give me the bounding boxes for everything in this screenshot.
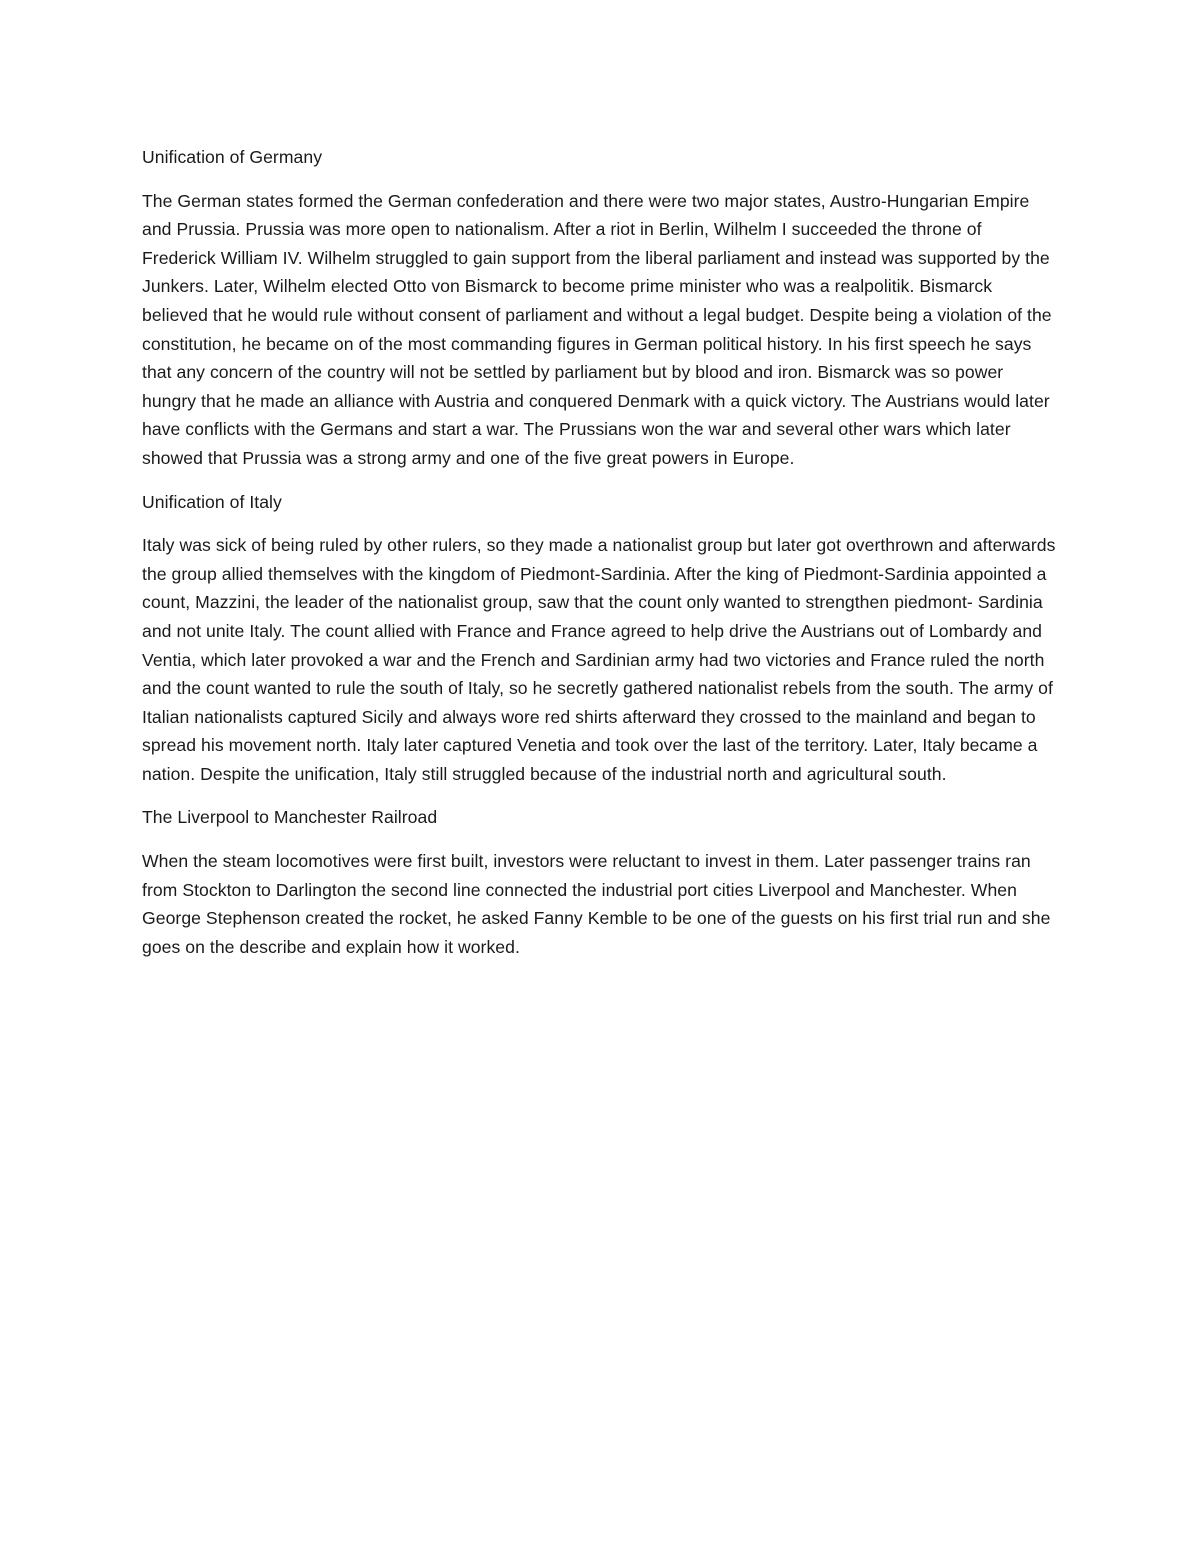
paragraph-unification-of-germany: The German states formed the German confederation and there were two major states, Austro-Hungarian Empire and Prussia. Prussia was more open to nationalism. After a riot in Berlin, Wilhelm I succeeded the throne of Frederick William IV. Wilhelm struggled to gain support from the liberal parliament and instead was supported by the Junkers. Later, Wilhelm elected Otto von Bismarck to become prime minister who was a realpolitik. Bismarck believed that he would rule without consent of parliament and without a legal budget. Despite being a violation of the constitution, he became on of the most commanding figures in German political history. In his first speech he says that any concern of the country will not be settled by parliament but by blood and iron. Bismarck was so power hungry that he made an alliance with Austria and conquered Denmark with a quick victory. The Austrians would later have conflicts with the Germans and start a war. The Prussians won the war and several other wars which later showed that Prussia was a strong army and one of the five great powers in Europe.	[142, 190, 1052, 468]
paragraph-liverpool-manchester-railroad: When the steam locomotives were first built, investors were reluctant to invest in them. Later passenger trains ran from Stockton to Darlington the second line connected the industrial port cities Liverpool and Manchester. When George Stephenson created the rocket, he asked Fanny Kemble to be one of the guests on his first trial run and she goes on the describe and explain how it worked.	[142, 851, 1051, 957]
document-content	[142, 143, 1060, 976]
heading-unification-of-germany: Unification of Germany	[142, 147, 323, 167]
heading-liverpool-manchester-railroad: The Liverpool to Manchester Railroad	[142, 807, 438, 828]
heading-unification-of-italy: Unification of Italy	[142, 491, 282, 512]
paragraph-unification-of-italy: Italy was sick of being ruled by other rulers, so they made a nationalist group but later got overthrown and afterwards the group allied themselves with the kingdom of Piedmont-Sardinia. After the king of Piedmont-Sardinia appointed a count, Mazzini, the leader of the nationalist group, saw that the count only wanted to strengthen piedmont- Sardinia and not unite Italy. The count allied with France and France agreed to help drive the Austrians out of Lombardy and Ventia, which later provoked a war and the French and Sardinian army had two victories and France ruled the north and the count wanted to rule the south of Italy, so he secretly gathered nationalist rebels from the south. The army of Italian nationalists captured Sicily and always wore red shirts afterward they crossed to the mainland and began to spread his movement north. Italy later captured Venetia and took over the last of the territory. Later, Italy became a nation. Despite the unification, Italy still struggled because of the industrial north and agricultural south.	[142, 535, 1056, 784]
